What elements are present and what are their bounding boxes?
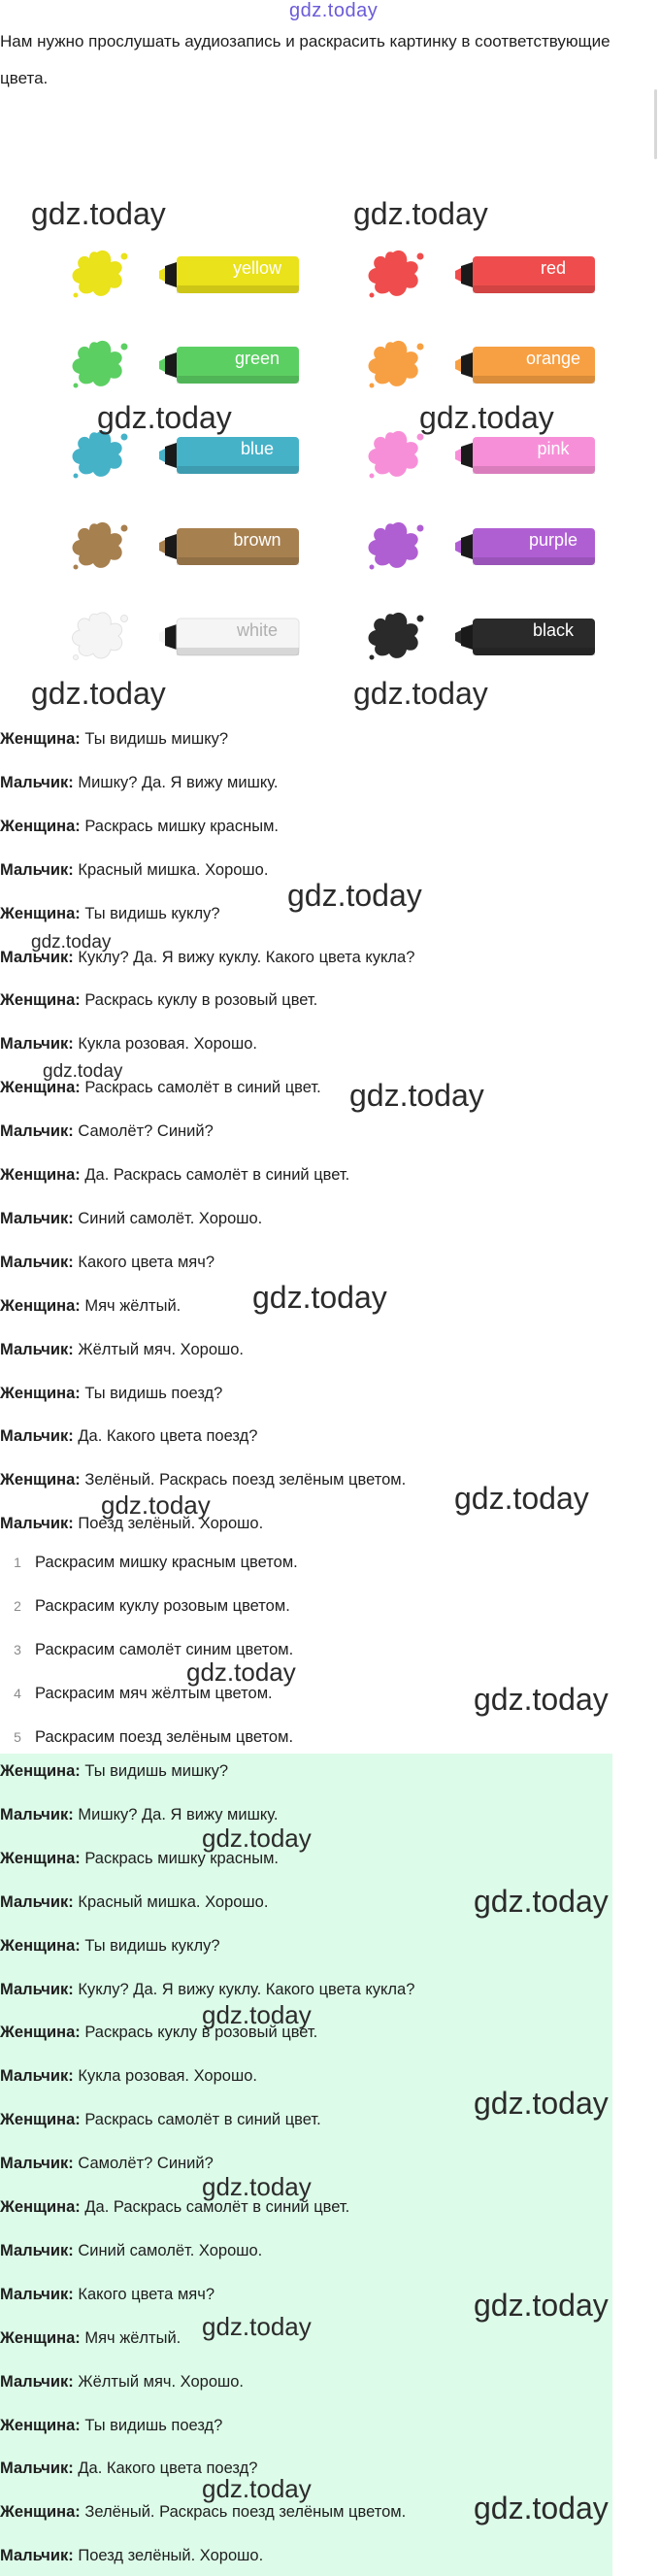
speaker-name: Женщина:	[0, 2111, 81, 2129]
speech-text: Куклу? Да. Я вижу куклу. Какого цвета кукла?	[73, 1980, 415, 1998]
marker-purple	[364, 515, 587, 577]
speech-text: Ты видишь поезд?	[80, 2416, 223, 2434]
marker-tip-white	[165, 624, 177, 650]
speaker-name: Мальчик:	[0, 1515, 74, 1533]
dialogue-line	[0, 2547, 263, 2565]
speech-text: Поезд зелёный. Хорошо.	[73, 1515, 264, 1533]
speech-text: Куклу? Да. Я вижу куклу. Какого цвета кукла?	[73, 948, 415, 966]
paint-splash-white	[73, 613, 122, 658]
watermark: gdz.today	[474, 2086, 609, 2121]
watermark: gdz.today	[474, 1682, 609, 1717]
speaker-name: Мальчик:	[0, 2459, 74, 2478]
speaker-name: Мальчик:	[0, 2241, 74, 2259]
marker-label-green: green	[234, 349, 280, 368]
speaker-name: Мальчик:	[0, 1427, 74, 1446]
speaker-name: Мальчик:	[0, 2285, 74, 2303]
speaker-name: Женщина:	[0, 730, 81, 748]
watermark: gdz.today	[202, 2312, 312, 2341]
marker-orange	[364, 333, 587, 395]
speaker-name: Женщина:	[0, 2328, 81, 2347]
dialogue-line	[0, 1762, 228, 1781]
dialogue-line	[0, 2417, 222, 2435]
marker-tip-purple	[461, 534, 473, 559]
speech-text: Мяч жёлтый.	[80, 2328, 182, 2347]
dialogue-line	[0, 1297, 181, 1316]
dialogue-line	[0, 2067, 257, 2086]
speaker-name: Женщина:	[0, 1849, 81, 1867]
speech-text: Зелёный. Раскрась поезд зелёным цветом.	[80, 1471, 407, 1489]
speaker-name: Женщина:	[0, 904, 81, 922]
marker-label-orange: orange	[525, 349, 581, 368]
dialogue-line	[0, 861, 268, 880]
watermark: gdz.today	[353, 196, 488, 231]
dialogue-line	[0, 1341, 244, 1359]
speaker-name: Женщина:	[0, 991, 81, 1010]
speech-text: Да. Какого цвета поезд?	[73, 2459, 258, 2478]
marker-tip-pink	[461, 443, 473, 468]
speech-text: Какого цвета мяч?	[73, 2285, 214, 2303]
intro-text: Нам нужно прослушать аудиозапись и раскрасить картинку в соответствующие цвета.	[0, 32, 610, 87]
marker-tip-red	[461, 262, 473, 287]
watermark: gdz.today	[419, 400, 554, 435]
speech-text: Поезд зелёный. Хорошо.	[73, 2547, 264, 2565]
speaker-name: Мальчик:	[0, 1805, 74, 1823]
task-text: Раскрасим самолёт синим цветом.	[35, 1641, 294, 1658]
task-number: 3	[14, 1642, 21, 1657]
watermark: gdz.today	[252, 1280, 387, 1315]
task-item	[0, 1597, 290, 1616]
speaker-name: Мальчик:	[0, 1892, 74, 1911]
marker-red	[364, 243, 587, 305]
speaker-name: Мальчик:	[0, 1980, 74, 1998]
watermark: gdz.today	[454, 1481, 589, 1516]
speaker-name: Женщина:	[0, 2198, 81, 2216]
marker-green	[68, 333, 291, 395]
dialogue-line	[0, 1122, 214, 1141]
speaker-name: Мальчик:	[0, 1209, 74, 1227]
speaker-name: Мальчик:	[0, 2067, 74, 2086]
watermark: gdz.today	[31, 196, 166, 231]
speaker-name: Мальчик:	[0, 2372, 74, 2391]
speaker-name: Мальчик:	[0, 2155, 74, 2173]
speech-text: Жёлтый мяч. Хорошо.	[73, 1340, 245, 1358]
watermark: gdz.today	[31, 932, 112, 953]
speech-text: Мишку? Да. Я вижу мишку.	[73, 773, 279, 791]
dialogue-line	[0, 2503, 406, 2522]
marker-label-white: white	[236, 620, 279, 640]
speech-text: Какого цвета мяч?	[73, 1253, 214, 1271]
speaker-name: Женщина:	[0, 1079, 81, 1097]
watermark: gdz.today	[474, 2491, 609, 2526]
marker-brown	[68, 515, 291, 577]
marker-label-pink: pink	[537, 439, 570, 458]
dialogue-line	[0, 818, 279, 836]
speaker-name: Женщина:	[0, 2024, 81, 2042]
dialogue-line	[0, 905, 220, 923]
dialogue-line	[0, 2329, 181, 2348]
marker-label-blue: blue	[240, 439, 275, 458]
speaker-name: Мальчик:	[0, 2547, 74, 2565]
speaker-name: Женщина:	[0, 1384, 81, 1402]
paint-splash-black	[369, 613, 418, 658]
speech-text: Мяч жёлтый.	[80, 1296, 182, 1315]
speech-text: Мишку? Да. Я вижу мишку.	[73, 1805, 279, 1823]
dialogue-line	[0, 774, 278, 792]
paint-splash-green	[73, 341, 122, 386]
speech-text: Раскрась мишку красным.	[80, 1849, 279, 1867]
dialogue-line	[0, 2373, 244, 2392]
speaker-name: Женщина:	[0, 2416, 81, 2434]
task-number: 4	[14, 1686, 21, 1701]
marker-yellow	[68, 243, 291, 305]
dialogue-line	[0, 1893, 268, 1912]
dialogue-line	[0, 991, 317, 1010]
watermark: gdz.today	[474, 2288, 609, 2323]
watermark: gdz.today	[202, 2474, 312, 2503]
marker-black	[364, 605, 587, 667]
speaker-name: Женщина:	[0, 1762, 81, 1780]
speech-text: Синий самолёт. Хорошо.	[73, 2241, 263, 2259]
speech-text: Ты видишь мишку?	[80, 1762, 229, 1780]
paint-splash-pink	[369, 431, 418, 477]
marker-white	[68, 605, 291, 667]
watermark: gdz.today	[31, 676, 166, 711]
task-number: 2	[14, 1598, 21, 1614]
dialogue-line	[0, 1427, 257, 1446]
task-text: Раскрасим мяч жёлтым цветом.	[35, 1685, 273, 1702]
speech-text: Да. Раскрась самолёт в синий цвет.	[80, 2198, 350, 2216]
watermark: gdz.today	[349, 1078, 484, 1113]
speech-text: Раскрась самолёт в синий цвет.	[80, 1079, 321, 1097]
marker-label-black: black	[532, 620, 575, 640]
paint-splash-orange	[369, 341, 418, 386]
dialogue-line	[0, 2155, 214, 2173]
marker-tip-orange	[461, 352, 473, 378]
marker-label-yellow: yellow	[232, 258, 282, 278]
speech-text: Кукла розовая. Хорошо.	[73, 2067, 257, 2086]
watermark: gdz.today	[202, 2172, 312, 2201]
speaker-name: Мальчик:	[0, 1122, 74, 1141]
dialogue-line	[0, 2286, 214, 2304]
speech-text: Раскрась куклу в розовый цвет.	[80, 991, 318, 1010]
speaker-name: Женщина:	[0, 1936, 81, 1955]
task-item	[0, 1728, 293, 1747]
dialogue-line	[0, 1254, 214, 1272]
marker-label-red: red	[540, 258, 566, 278]
speech-text: Кукла розовая. Хорошо.	[73, 1035, 257, 1054]
dialogue-line	[0, 730, 228, 749]
dialogue-line	[0, 1981, 414, 1999]
watermark: gdz.today	[101, 1490, 211, 1520]
watermark: gdz.today	[202, 1823, 312, 1853]
watermark: gdz.today	[474, 1884, 609, 1919]
speech-text: Красный мишка. Хорошо.	[73, 860, 269, 879]
speech-text: Да. Какого цвета поезд?	[73, 1427, 258, 1446]
marker-tip-green	[165, 352, 177, 378]
task-text: Раскрасим поезд зелёным цветом.	[35, 1728, 294, 1746]
speaker-name: Мальчик:	[0, 1340, 74, 1358]
scrollbar[interactable]	[654, 89, 657, 159]
marker-label-purple: purple	[528, 530, 578, 550]
marker-label-brown: brown	[233, 530, 281, 550]
paint-splash-purple	[369, 522, 418, 568]
watermark: gdz.today	[202, 2000, 312, 2029]
marker-tip-black	[461, 624, 473, 650]
marker-tip-blue	[165, 443, 177, 468]
dialogue-line	[0, 1937, 220, 1956]
speech-text: Раскрась куклу в розовый цвет.	[80, 2024, 318, 2042]
speech-text: Да. Раскрась самолёт в синий цвет.	[80, 1166, 350, 1184]
marker-tip-yellow	[165, 262, 177, 287]
speaker-name: Мальчик:	[0, 948, 74, 966]
speaker-name: Женщина:	[0, 1296, 81, 1315]
speech-text: Ты видишь куклу?	[80, 1936, 220, 1955]
speech-text: Ты видишь мишку?	[80, 730, 229, 748]
speech-text: Жёлтый мяч. Хорошо.	[73, 2372, 245, 2391]
paint-splash-red	[369, 251, 418, 296]
dialogue-line	[0, 1035, 257, 1054]
paint-splash-yellow	[73, 251, 122, 296]
speech-text: Самолёт? Синий?	[73, 1122, 214, 1141]
speaker-name: Мальчик:	[0, 1035, 74, 1054]
speaker-name: Мальчик:	[0, 860, 74, 879]
dialogue-line	[0, 1210, 262, 1228]
task-number: 1	[14, 1555, 21, 1570]
dialogue-line	[0, 2242, 262, 2260]
paint-splash-brown	[73, 522, 122, 568]
speaker-name: Женщина:	[0, 1166, 81, 1184]
task-text: Раскрасим куклу розовым цветом.	[35, 1597, 290, 1615]
paint-splash-blue	[73, 431, 122, 477]
speech-text: Синий самолёт. Хорошо.	[73, 1209, 263, 1227]
speech-text: Ты видишь куклу?	[80, 904, 220, 922]
speech-text: Раскрась мишку красным.	[80, 817, 279, 835]
speech-text: Раскрась самолёт в синий цвет.	[80, 2111, 321, 2129]
speech-text: Самолёт? Синий?	[73, 2155, 214, 2173]
speech-text: Зелёный. Раскрась поезд зелёным цветом.	[80, 2503, 407, 2522]
dialogue-line	[0, 2111, 321, 2129]
watermark: gdz.today	[186, 1657, 296, 1687]
speaker-name: Мальчик:	[0, 773, 74, 791]
dialogue-line	[0, 1166, 349, 1185]
speaker-name: Женщина:	[0, 817, 81, 835]
watermark: gdz.today	[43, 1061, 123, 1082]
speech-text: Красный мишка. Хорошо.	[73, 1892, 269, 1911]
dialogue-line	[0, 1385, 222, 1403]
dialogue-line	[0, 1471, 406, 1489]
speaker-name: Женщина:	[0, 2503, 81, 2522]
speaker-name: Мальчик:	[0, 1253, 74, 1271]
dialogue-line	[0, 1806, 278, 1824]
task-number: 5	[14, 1729, 21, 1745]
speaker-name: Женщина:	[0, 1471, 81, 1489]
speech-text: Ты видишь поезд?	[80, 1384, 223, 1402]
task-text: Раскрасим мишку красным цветом.	[35, 1554, 298, 1571]
task-item	[0, 1554, 298, 1572]
watermark: gdz.today	[97, 400, 232, 435]
marker-tip-brown	[165, 534, 177, 559]
watermark: gdz.today	[353, 676, 488, 711]
watermark: gdz.today	[287, 878, 422, 913]
site-logo[interactable]: gdz.today	[289, 0, 379, 21]
